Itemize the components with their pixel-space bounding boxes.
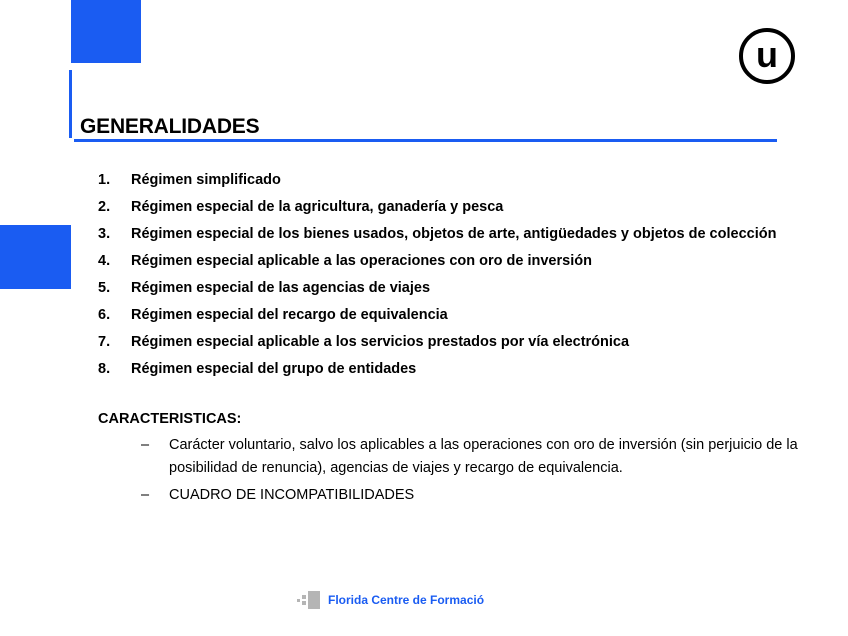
- circle-u-logo-icon: [738, 27, 796, 85]
- list-item: [98, 358, 798, 380]
- list-item: [98, 250, 798, 272]
- item-text: Régimen especial aplicable a los servicios prestados por vía electrónica: [131, 334, 630, 350]
- item-text: Régimen simplificado: [131, 172, 281, 188]
- list-item: [141, 484, 801, 507]
- item-number: 1.: [98, 172, 111, 188]
- logo-letter: u: [756, 34, 778, 75]
- item-text: Régimen especial de la agricultura, ganadería y pesca: [131, 199, 504, 215]
- list-item: [98, 331, 798, 353]
- decor-block-left: [0, 225, 71, 289]
- item-number: 3.: [98, 226, 111, 242]
- decor-block-top: [71, 0, 141, 63]
- item-text: Régimen especial de las agencias de viajes: [131, 280, 431, 296]
- item-number: 7.: [98, 334, 111, 350]
- title-underline: [74, 139, 777, 142]
- page-title: GENERALIDADES: [80, 115, 260, 138]
- item-text: Régimen especial de los bienes usados, objetos de arte, antigüedades y objetos de colección: [131, 226, 777, 242]
- footer-text: Florida Centre de Formació: [328, 593, 485, 607]
- dash-bullet: –: [141, 437, 150, 453]
- list-item: [141, 434, 801, 480]
- florida-logo-icon: [297, 589, 323, 611]
- characteristics-heading: CARACTERISTICAS:: [98, 411, 242, 427]
- item-text: CUADRO DE INCOMPATIBILIDADES: [169, 487, 415, 503]
- list-item: [98, 277, 798, 299]
- title-side-bar: [69, 70, 72, 138]
- item-text: Carácter voluntario, salvo los aplicables a las operaciones con oro de inversión (sin perjuicio de la posibilidad de renuncia), agencias de viajes y recargo de equivalencia.: [169, 437, 798, 476]
- item-text: Régimen especial del recargo de equivalencia: [131, 307, 448, 323]
- item-number: 2.: [98, 199, 111, 215]
- dash-bullet: –: [141, 487, 150, 503]
- regimes-list: [98, 169, 798, 385]
- characteristics-list: [141, 434, 801, 511]
- item-text: Régimen especial del grupo de entidades: [131, 361, 417, 377]
- list-item: [98, 304, 798, 326]
- item-text: Régimen especial aplicable a las operaciones con oro de inversión: [131, 253, 592, 269]
- item-number: 4.: [98, 253, 111, 269]
- item-number: 5.: [98, 280, 111, 296]
- item-number: 6.: [98, 307, 111, 323]
- list-item: [98, 196, 798, 218]
- list-item: [98, 223, 798, 245]
- footer: [297, 588, 484, 612]
- list-item: [98, 169, 798, 191]
- item-number: 8.: [98, 361, 111, 377]
